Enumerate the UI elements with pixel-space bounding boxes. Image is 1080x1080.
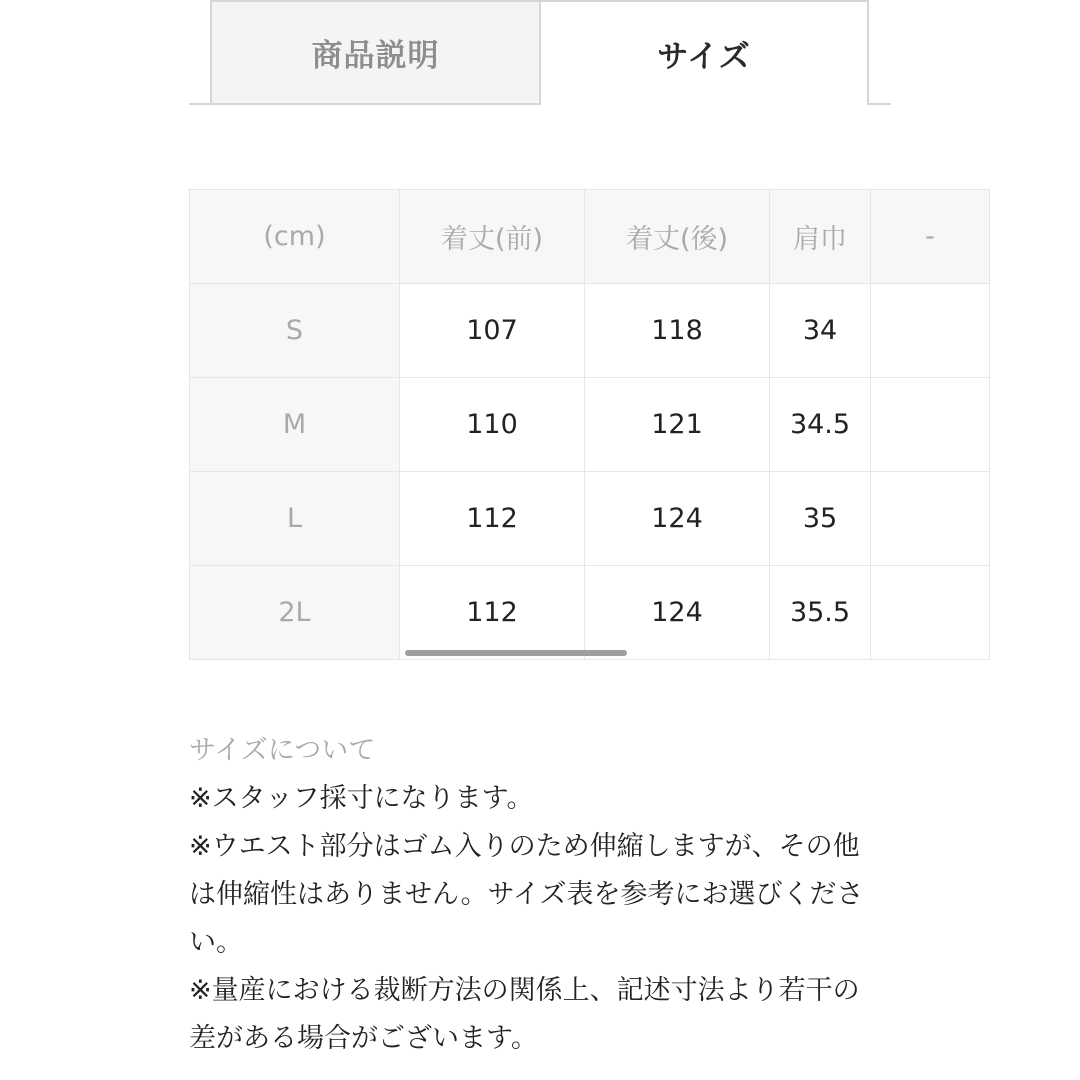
column-header-shoulder-width: 肩巾: [770, 190, 871, 284]
table-cell: 124: [585, 566, 770, 660]
row-header-size: 2L: [190, 566, 400, 660]
table-cell: 112: [400, 472, 585, 566]
table-cell: 35: [770, 472, 871, 566]
tab-divider: [867, 103, 891, 105]
tab-bar: [189, 0, 891, 105]
table-row: [190, 284, 990, 378]
notes-heading: サイズについて: [189, 735, 376, 766]
tab-divider: [189, 103, 211, 105]
note-line: は伸縮性はありません。サイズ表を参考にお選びくださ: [189, 879, 864, 910]
row-header-size: M: [190, 378, 400, 472]
table-row: [190, 378, 990, 472]
table-cell: 112: [400, 566, 585, 660]
note-line: 差がある場合がございます。: [189, 1023, 538, 1054]
column-header-truncated: -: [871, 190, 990, 284]
tab-product-description[interactable]: 商品説明: [210, 0, 541, 105]
table-cell: 121: [585, 378, 770, 472]
table-cell: 118: [585, 284, 770, 378]
table-cell: 35.5: [770, 566, 871, 660]
column-header-length-back: 着丈(後): [585, 190, 770, 284]
table-header-row: [190, 190, 990, 284]
table-row: [190, 472, 990, 566]
column-header-unit: (cm): [190, 190, 400, 284]
table-cell: [871, 472, 990, 566]
table-cell: 107: [400, 284, 585, 378]
size-table-scroll-area[interactable]: [189, 189, 935, 662]
column-header-length-front: 着丈(前): [400, 190, 585, 284]
size-table: [189, 189, 990, 660]
table-cell: 110: [400, 378, 585, 472]
table-cell: [871, 378, 990, 472]
tab-size[interactable]: サイズ: [539, 0, 869, 105]
table-row: [190, 566, 990, 660]
note-line: ※スタッフ採寸になります。: [189, 783, 534, 814]
size-notes: [189, 727, 879, 1063]
horizontal-scrollbar-thumb[interactable]: [405, 650, 627, 656]
table-cell: 34: [770, 284, 871, 378]
row-header-size: L: [190, 472, 400, 566]
table-cell: [871, 284, 990, 378]
note-line: ※ウエスト部分はゴム入りのため伸縮しますが、その他: [189, 831, 860, 862]
note-line: い。: [189, 927, 243, 958]
table-cell: 124: [585, 472, 770, 566]
table-cell: [871, 566, 990, 660]
note-line: ※量産における裁断方法の関係上、記述寸法より若干の: [189, 975, 860, 1006]
table-cell: 34.5: [770, 378, 871, 472]
row-header-size: S: [190, 284, 400, 378]
